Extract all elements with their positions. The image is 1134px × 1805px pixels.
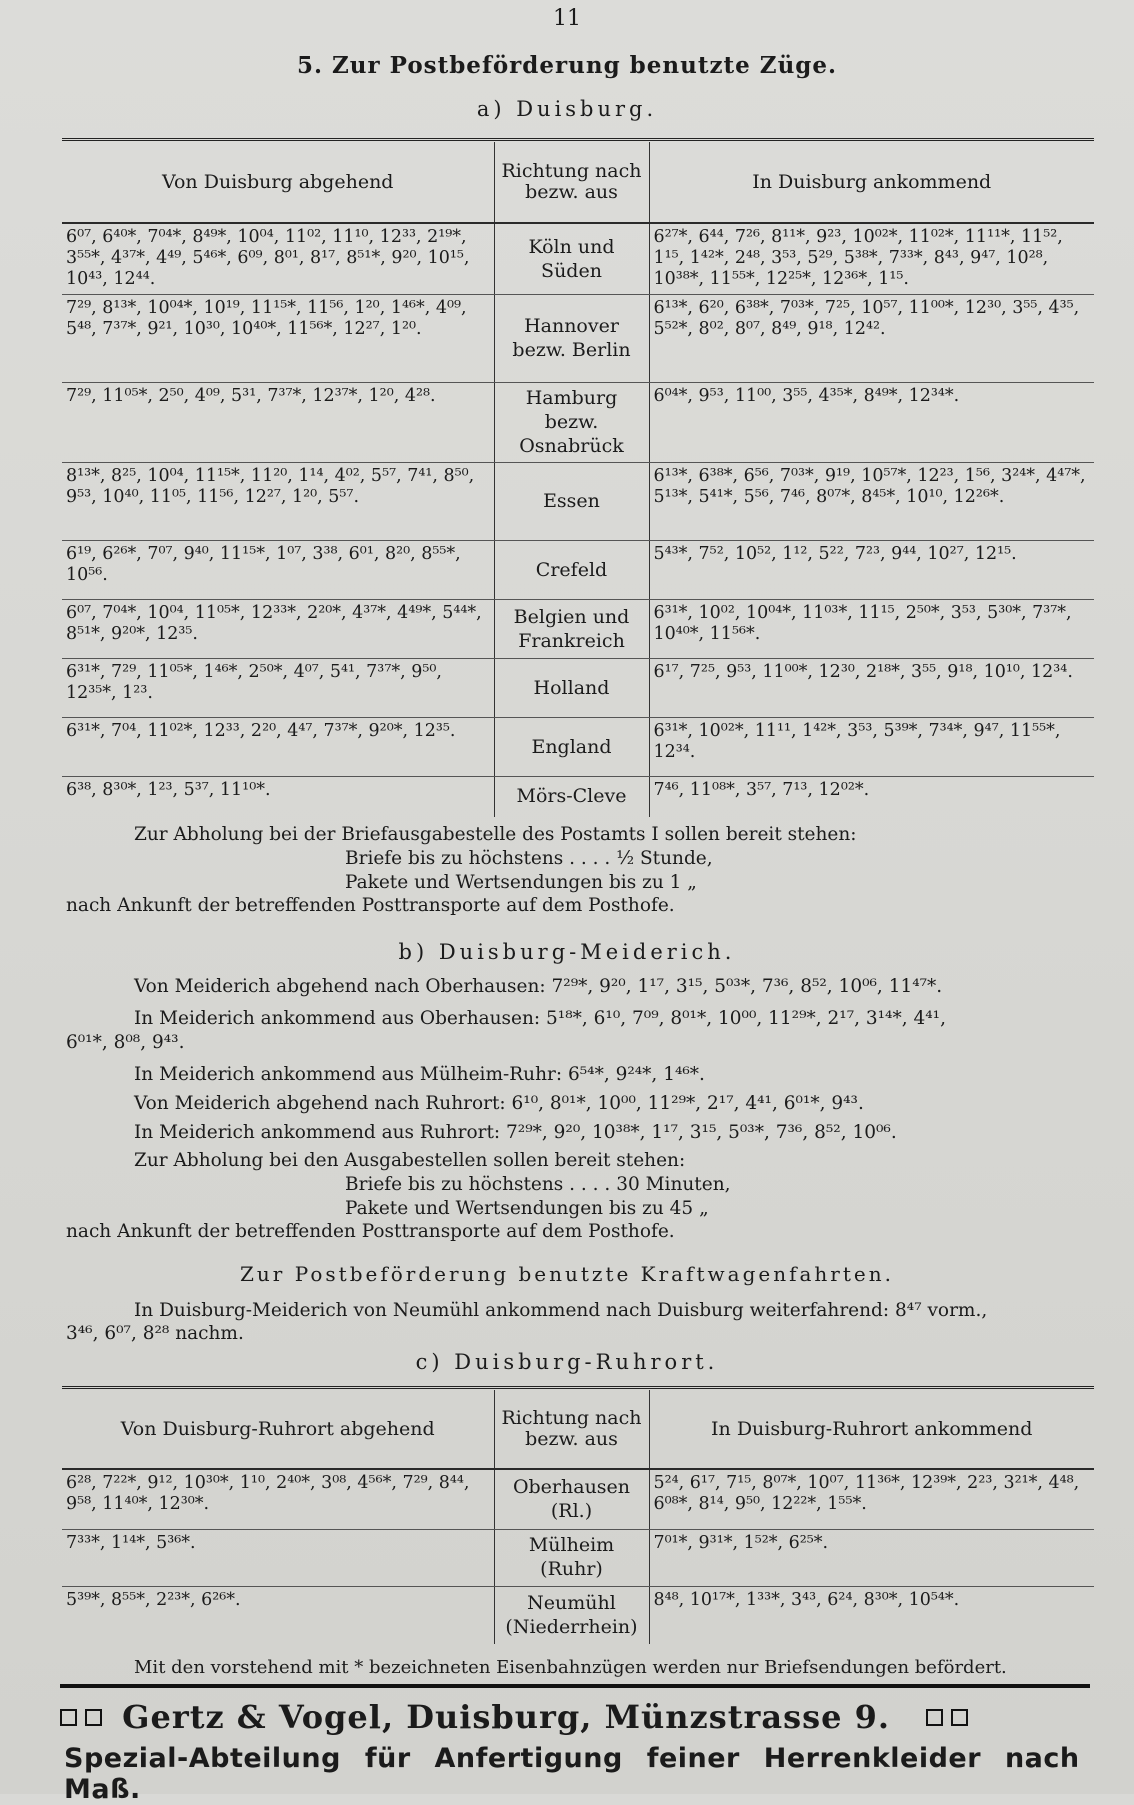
depart-times: 5³⁹*, 8⁵⁵*, 2²³*, 6²⁶*. <box>66 1589 241 1610</box>
pickup-after-a: nach Ankunft der betreffenden Posttransporte auf dem Posthofe. <box>66 895 675 916</box>
arrive-times: 8⁴⁸, 10¹⁷*, 1³³*, 3⁴³, 6²⁴, 8³⁰*, 10⁵⁴*. <box>653 1589 960 1610</box>
arrive-times: 5²⁴, 6¹⁷, 7¹⁵, 8⁰⁷*, 10⁰⁷, 11³⁶*, 12³⁹*, 2²³, 3²¹*, 4⁴⁸, 6⁰⁸*, 8¹⁴, 9⁵⁰, 12²²*, 1⁵⁵*. <box>649 1469 1094 1529</box>
timetable-c <box>62 1390 1094 1644</box>
table-row <box>62 295 1094 383</box>
pickup-letters-b: Briefe bis zu höchstens . . . . 30 Minuten, <box>345 1174 731 1195</box>
table-a-top-rule <box>62 138 1094 141</box>
direction: Crefeld <box>494 541 649 600</box>
section-b-title: b) Duisburg-Meiderich. <box>398 940 736 964</box>
meiderich-line: In Meiderich ankommend aus Oberhausen: 5¹⁸*, 6¹⁰, 7⁰⁹, 8⁰¹*, 10⁰⁰, 11²⁹*, 2¹⁷, 3¹⁴*, 4⁴¹, <box>134 1008 946 1029</box>
meiderich-line: Von Meiderich abgehend nach Oberhausen: 7²⁹*, 9²⁰, 1¹⁷, 3¹⁵, 5⁰³*, 7³⁶, 8⁵², 10⁰⁶, 11⁴⁷*. <box>134 976 943 997</box>
direction: Hamburg bezw. Osnabrück <box>494 383 649 463</box>
depart-times: 7²⁹, 11⁰⁵*, 2⁵⁰, 4⁰⁹, 5³¹, 7³⁷*, 12³⁷*, 1²⁰, 4²⁸. <box>62 383 494 463</box>
section-heading: 5. Zur Postbeförderung benutzte Züge. <box>296 52 838 79</box>
table-row <box>62 1529 1094 1586</box>
depart-times: 6²⁸, 7²²*, 9¹², 10³⁰*, 1¹⁰, 2⁴⁰*, 3⁰⁸, 4⁵⁶*, 7²⁹, 8⁴⁴, 9⁵⁸, 11⁴⁰*, 12³⁰*. <box>62 1469 494 1529</box>
direction: Belgien und Frankreich <box>494 600 649 659</box>
pickup-intro-a: Zur Abholung bei der Briefausgabestelle des Postamts I sollen bereit stehen: <box>134 824 857 845</box>
direction: Holland <box>494 659 649 718</box>
arrive-times: 6¹³*, 6²⁰, 6³⁸*, 7⁰³*, 7²⁵, 10⁵⁷, 11⁰⁰*, 12³⁰, 3⁵⁵, 4³⁵, 5⁵²*, 8⁰², 8⁰⁷, 8⁴⁹, 9¹⁸, 12⁴². <box>649 295 1094 383</box>
depart-times: 6³¹*, 7²⁹, 11⁰⁵*, 1⁴⁶*, 2⁵⁰*, 4⁰⁷, 5⁴¹, 7³⁷*, 9⁵⁰, 12³⁵*, 1²³. <box>62 659 494 718</box>
table-row <box>62 223 1094 295</box>
pickup-parcels-a: Pakete und Wertsendungen bis zu 1 „ <box>345 872 697 893</box>
table-row <box>62 1586 1094 1644</box>
section-a-title: a) Duisburg. <box>476 97 658 121</box>
meiderich-line: Von Meiderich abgehend nach Ruhrort: 6¹⁰, 8⁰¹*, 10⁰⁰, 11²⁹*, 2¹⁷, 4⁴¹, 6⁰¹*, 9⁴³. <box>134 1093 864 1114</box>
asterisk-note: Mit den vorstehend mit * bezeichneten Eisenbahnzügen werden nur Briefsendungen befördert. <box>134 1657 1007 1678</box>
direction: Neumühl (Niederrhein) <box>494 1586 649 1644</box>
square-ornament-icon <box>60 1709 77 1726</box>
col-header-depart: Von Duisburg-Ruhrort abgehend <box>62 1390 494 1469</box>
depart-times: 8¹³*, 8²⁵, 10⁰⁴, 11¹⁵*, 11²⁰, 1¹⁴, 4⁰², 5⁵⁷, 7⁴¹, 8⁵⁰, 9⁵³, 10⁴⁰, 11⁰⁵, 11⁵⁶, 12²⁷, 1²⁰, 5⁵⁷. <box>62 463 494 541</box>
section-c-title: c) Duisburg-Ruhrort. <box>415 1350 719 1374</box>
table-row <box>62 541 1094 600</box>
kraftwagen-line: 3⁴⁶, 6⁰⁷, 8²⁸ nachm. <box>66 1323 244 1344</box>
advert-line-2: Spezial-Abteilung für Anfertigung feiner Herrenkleider nach Maß. <box>64 1743 1080 1805</box>
arrive-times: 7⁴⁶, 11⁰⁸*, 3⁵⁷, 7¹³, 12⁰²*. <box>653 780 870 800</box>
arrive-times: 6⁰⁴*, 9⁵³, 11⁰⁰, 3⁵⁵, 4³⁵*, 8⁴⁹*, 12³⁴*. <box>649 383 1094 463</box>
depart-times: 6⁰⁷, 6⁴⁰*, 7⁰⁴*, 8⁴⁹*, 10⁰⁴, 11⁰², 11¹⁰, 12³³, 2¹⁹*, 3⁵⁵*, 4³⁷*, 4⁴⁹, 5⁴⁶*, 6⁰⁹, 8⁰¹, 8¹⁷, 8⁵¹*, 9²⁰, 10¹⁵, 10⁴³, 12⁴⁴. <box>62 223 494 295</box>
pickup-parcels-b: Pakete und Wertsendungen bis zu 45 „ <box>345 1198 709 1219</box>
direction: Köln und Süden <box>494 223 649 295</box>
meiderich-line: In Meiderich ankommend aus Mülheim-Ruhr: 6⁵⁴*, 9²⁴*, 1⁴⁶*. <box>134 1064 705 1085</box>
meiderich-line: In Meiderich ankommend aus Ruhrort: 7²⁹*, 9²⁰, 10³⁸*, 1¹⁷, 3¹⁵, 5⁰³*, 7³⁶, 8⁵², 10⁰⁶. <box>134 1122 897 1143</box>
pickup-letters-a: Briefe bis zu höchstens . . . . ½ Stunde, <box>345 848 713 869</box>
kraftwagen-line: In Duisburg-Meiderich von Neumühl ankommend nach Duisburg weiterfahrend: 8⁴⁷ vorm., <box>134 1300 988 1321</box>
table-row <box>62 718 1094 777</box>
arrive-times: 6³¹*, 10⁰²*, 11¹¹, 1⁴²*, 3⁵³, 5³⁹*, 7³⁴*, 9⁴⁷, 11⁵⁵*, 12³⁴. <box>649 718 1094 777</box>
kraftwagen-title: Zur Postbeförderung benutzte Kraftwagenfahrten. <box>240 1262 894 1286</box>
arrive-times: 6¹³*, 6³⁸*, 6⁵⁶, 7⁰³*, 9¹⁹, 10⁵⁷*, 12²³, 1⁵⁶, 3²⁴*, 4⁴⁷*, 5¹³*, 5⁴¹*, 5⁵⁶, 7⁴⁶, 8⁰⁷*, 8⁴⁵*, 10¹⁰, 12²⁶*. <box>649 463 1094 541</box>
pickup-intro-b: Zur Abholung bei den Ausgabestellen sollen bereit stehen: <box>134 1150 686 1171</box>
depart-times: 6³⁸, 8³⁰*, 1²³, 5³⁷, 11¹⁰*. <box>66 780 271 800</box>
depart-times: 7²⁹, 8¹³*, 10⁰⁴*, 10¹⁹, 11¹⁵*, 11⁵⁶, 1²⁰, 1⁴⁶*, 4⁰⁹, 5⁴⁸, 7³⁷*, 9²¹, 10³⁰, 10⁴⁰*, 11⁵⁶*, 12²⁷, 1²⁰. <box>62 295 494 383</box>
col-header-direction: Richtung nach bezw. aus <box>494 142 649 223</box>
arrive-times: 6³¹*, 10⁰², 10⁰⁴*, 11⁰³*, 11¹⁵, 2⁵⁰*, 3⁵³, 5³⁰*, 7³⁷*, 10⁴⁰*, 11⁵⁶*. <box>649 600 1094 659</box>
depart-times: 7³³*, 1¹⁴*, 5³⁶*. <box>62 1529 494 1586</box>
square-ornament-icon <box>926 1709 943 1726</box>
direction: Oberhausen (Rl.) <box>494 1469 649 1529</box>
col-header-direction: Richtung nach bezw. aus <box>494 1390 649 1469</box>
square-ornament-icon <box>951 1709 968 1726</box>
timetable-a <box>62 142 1094 817</box>
direction: England <box>494 718 649 777</box>
table-row <box>62 659 1094 718</box>
table-row <box>62 777 1094 817</box>
table-row <box>62 600 1094 659</box>
table-row <box>62 463 1094 541</box>
arrive-times: 5⁴³*, 7⁵², 10⁵², 1¹², 5²², 7²³, 9⁴⁴, 10²⁷, 12¹⁵. <box>649 541 1094 600</box>
table-row <box>62 383 1094 463</box>
depart-times: 6¹⁹, 6²⁶*, 7⁰⁷, 9⁴⁰, 11¹⁵*, 1⁰⁷, 3³⁸, 6⁰¹, 8²⁰, 8⁵⁵*, 10⁵⁶. <box>62 541 494 600</box>
direction: Essen <box>494 463 649 541</box>
advert-rule <box>60 1684 1090 1688</box>
pickup-after-b: nach Ankunft der betreffenden Posttransporte auf dem Posthofe. <box>66 1221 675 1242</box>
col-header-arrive: In Duisburg ankommend <box>649 142 1094 223</box>
col-header-arrive: In Duisburg-Ruhrort ankommend <box>649 1390 1094 1469</box>
direction: Hannover bezw. Berlin <box>494 295 649 383</box>
col-header-depart: Von Duisburg abgehend <box>62 142 494 223</box>
table-row <box>62 1469 1094 1529</box>
direction: Mülheim (Ruhr) <box>494 1529 649 1586</box>
advert-line-1 <box>60 1698 976 1736</box>
arrive-times: 6¹⁷, 7²⁵, 9⁵³, 11⁰⁰*, 12³⁰, 2¹⁸*, 3⁵⁵, 9¹⁸, 10¹⁰, 12³⁴. <box>649 659 1094 718</box>
arrive-times: 6²⁷*, 6⁴⁴, 7²⁶, 8¹¹*, 9²³, 10⁰²*, 11⁰²*, 11¹¹*, 11⁵², 1¹⁵, 1⁴²*, 2⁴⁸, 3⁵³, 5²⁹, 5³⁸*, 7³³*, 8⁴³, 9⁴⁷, 10²⁸, 10³⁸*, 11⁵⁵*, 12²⁵*, 12³⁶*, 1¹⁵. <box>649 223 1094 295</box>
depart-times: 6⁰⁷, 7⁰⁴*, 10⁰⁴, 11⁰⁵*, 12³³*, 2²⁰*, 4³⁷*, 4⁴⁹*, 5⁴⁴*, 8⁵¹*, 9²⁰*, 12³⁵. <box>62 600 494 659</box>
meiderich-line: 6⁰¹*, 8⁰⁸, 9⁴³. <box>66 1032 185 1053</box>
arrive-times: 7⁰¹*, 9³¹*, 1⁵²*, 6²⁵*. <box>649 1529 1094 1586</box>
advert-company: Gertz & Vogel, Duisburg, Münzstrasse 9. <box>122 1698 891 1736</box>
depart-times: 6³¹*, 7⁰⁴, 11⁰²*, 12³³, 2²⁰, 4⁴⁷, 7³⁷*, 9²⁰*, 12³⁵. <box>62 718 494 777</box>
page-number: 11 <box>553 6 581 31</box>
square-ornament-icon <box>85 1709 102 1726</box>
direction: Mörs-Cleve <box>494 777 649 817</box>
table-c-top-rule <box>62 1386 1094 1389</box>
